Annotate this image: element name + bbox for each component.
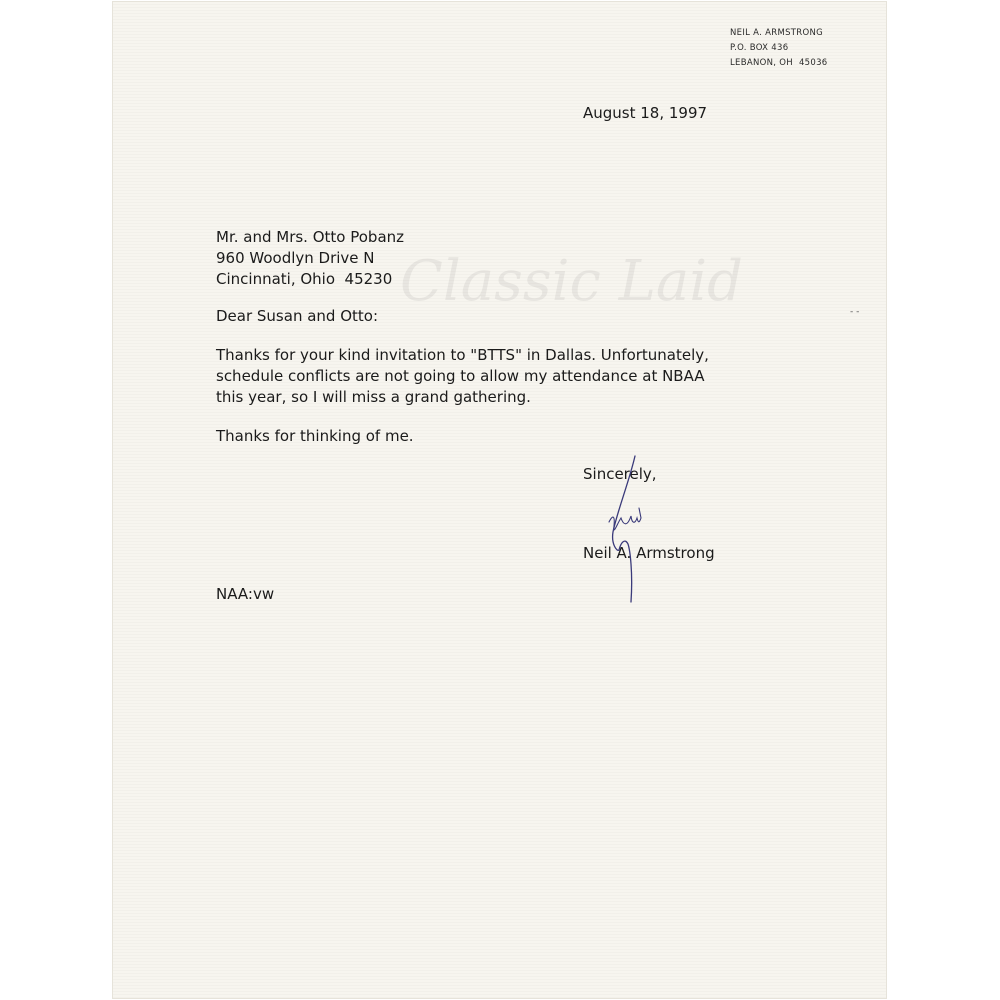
letter-date: August 18, 1997 [583,104,708,122]
body-paragraph-2: Thanks for thinking of me. [216,427,414,445]
signer-name: Neil A. Armstrong [583,544,715,562]
letterhead-box: P.O. BOX 436 [730,43,789,53]
reference-initials: NAA:vw [216,585,275,603]
closing: Sincerely, [583,465,657,483]
paragraph-1-line-1: Thanks for your kind invitation to "BTTS" in Dallas. Unfortunately, [216,346,709,364]
recipient-line-2: 960 Woodlyn Drive N [216,249,375,267]
recipient-line-1: Mr. and Mrs. Otto Pobanz [216,228,405,246]
margin-mark: - - [850,307,860,317]
letterhead-city: LEBANON, OH 45036 [730,58,828,68]
salutation: Dear Susan and Otto: [216,307,379,325]
paper-watermark [390,230,744,340]
handwritten-signature [595,452,655,612]
paragraph-1-line-3: this year, so I will miss a grand gathering. [216,388,531,406]
letterhead [730,26,828,71]
paragraph-1-line-2: schedule conflicts are not going to allow my attendance at NBAA [216,367,705,385]
letter-sheet [113,2,886,998]
letterhead-name: NEIL A. ARMSTRONG [730,28,824,38]
watermark-text: Classic Laid [400,249,744,314]
recipient-line-3: Cincinnati, Ohio 45230 [216,270,393,288]
